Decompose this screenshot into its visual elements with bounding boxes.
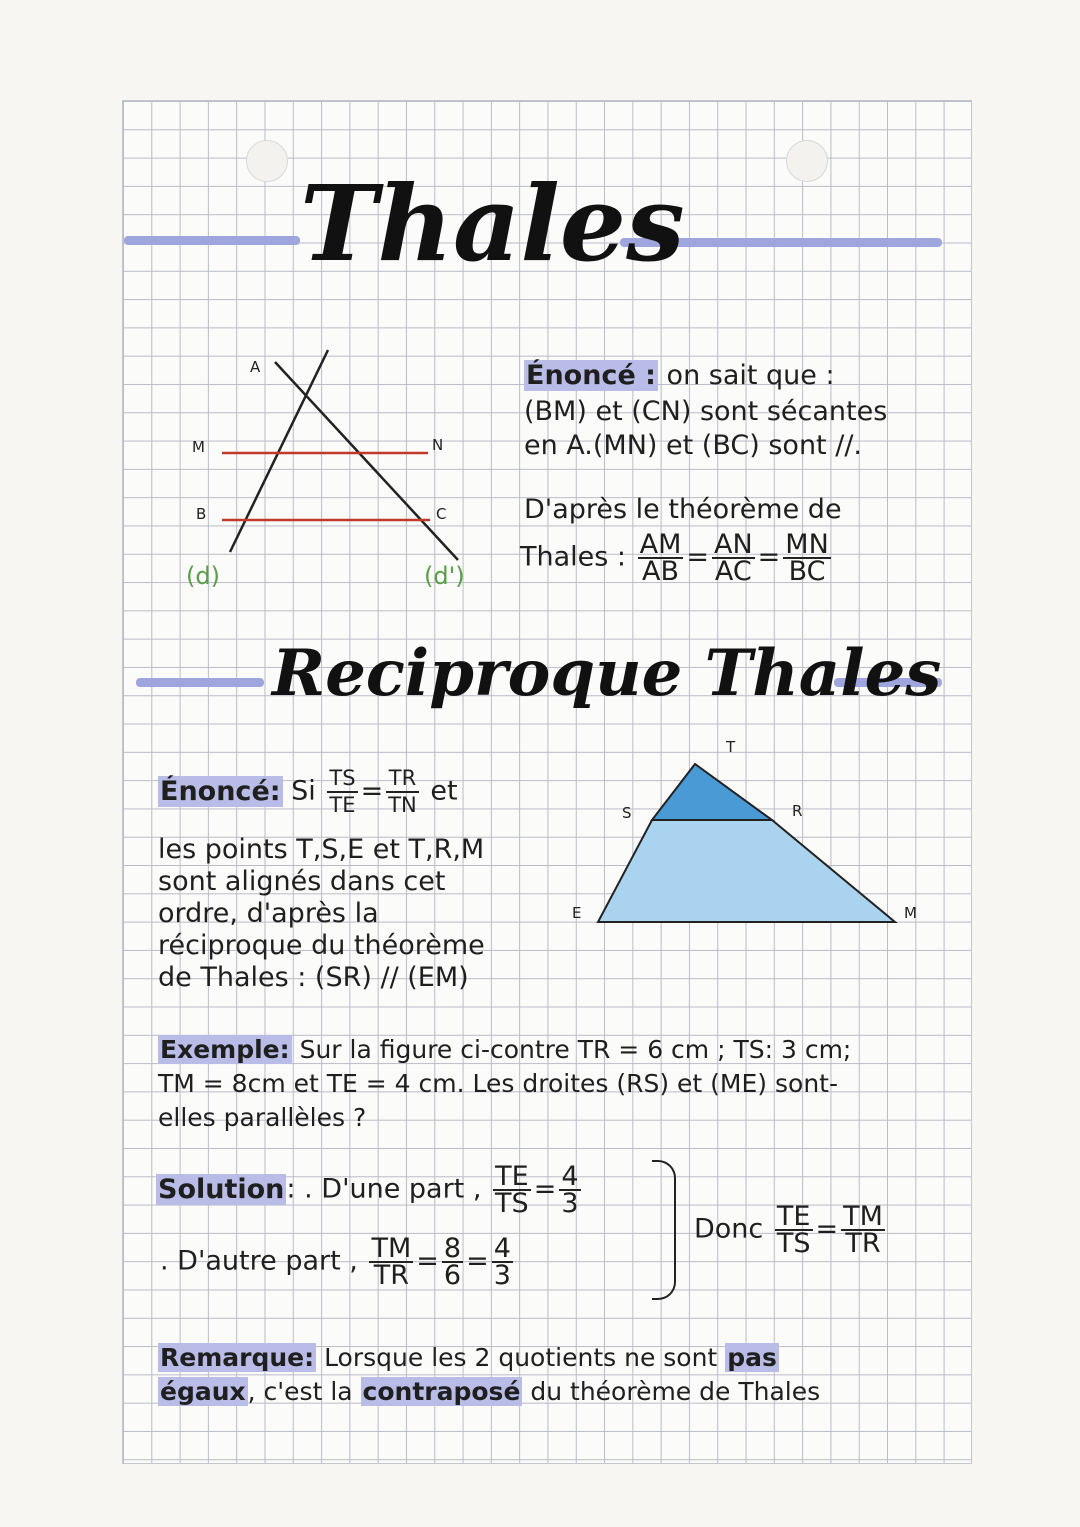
thales-enonce-label: Énoncé : <box>526 360 656 391</box>
remarque-pas: pas <box>727 1343 777 1372</box>
exemple-text1: Sur la figure ci-contre TR = 6 cm ; TS: 3 cm; <box>299 1035 852 1064</box>
thales-apres-line1: D'après le théorème de <box>524 494 842 525</box>
ratio-te-ts: $\frac{TE}{TS}$ <box>495 1161 529 1219</box>
solution-label: Solution <box>158 1173 285 1205</box>
binder-hole-left <box>246 140 288 182</box>
reciproque-line4: réciproque du théorème <box>158 930 485 961</box>
donc-line: Donc $\frac{TE}{TS}$ = $\frac{TM}{TR}$ <box>694 1201 883 1259</box>
remarque-text3: du théorème de Thales <box>530 1377 821 1406</box>
value-4-3-b: $\frac{4}{3}$ <box>493 1233 511 1291</box>
reciproque-line5: de Thales : (SR) // (EM) <box>158 962 469 993</box>
remarque-line2 <box>158 1376 820 1407</box>
point-label-m2: M <box>904 904 917 922</box>
value-8-6: $\frac{8}{6}$ <box>443 1233 462 1291</box>
remarque-text1: Lorsque les 2 quotients ne sont <box>324 1343 718 1372</box>
thales-enonce-line1 <box>524 360 835 391</box>
line-d-prime <box>275 362 458 560</box>
ratio-mn-bc: $\frac{MN}{BC}$ <box>785 529 829 587</box>
ratio-tm-tr-b: $\frac{TM}{TR}$ <box>843 1201 883 1259</box>
point-label-a: A <box>250 358 261 376</box>
point-label-c: C <box>436 505 447 523</box>
dautre-part: . D'autre part , <box>160 1245 358 1277</box>
exemple-line3: elles parallèles ? <box>158 1103 367 1132</box>
ratio-tm-tr: $\frac{TM}{TR}$ <box>371 1233 412 1291</box>
exemple-line1 <box>158 1034 851 1065</box>
remarque-label: Remarque: <box>160 1343 315 1372</box>
page-title: Thales <box>300 162 685 285</box>
point-label-m: M <box>192 438 205 456</box>
line-label-d-prime: (d') <box>424 562 465 590</box>
point-label-e: E <box>572 904 582 922</box>
point-label-n: N <box>432 436 444 454</box>
ratio-tr-tn: $\frac{TR}{TN}$ <box>388 766 417 817</box>
title-stripe-left <box>124 236 300 245</box>
value-4-3: $\frac{4}{3}$ <box>561 1161 579 1219</box>
dune-part: . D'une part , <box>304 1173 482 1205</box>
thales-figure <box>170 340 500 600</box>
thales-enonce-line2: (BM) et (CN) sont sécantes <box>524 396 888 427</box>
reciproque-line1: les points T,S,E et T,R,M <box>158 834 485 865</box>
small-triangle-tsr <box>652 764 772 820</box>
equals-sign: = <box>686 541 709 573</box>
equals-sign: = <box>757 541 781 573</box>
point-label-t: T <box>726 738 736 756</box>
thales-apres-line2 <box>520 529 834 587</box>
et-word: et <box>430 775 458 807</box>
thales-enonce-line3: en A.(MN) et (BC) sont //. <box>524 430 863 461</box>
remarque-line1 <box>158 1342 779 1373</box>
solution-colon: : <box>286 1173 296 1205</box>
reciproque-stripe-left <box>136 678 264 687</box>
remarque-egaux: égaux <box>160 1377 246 1406</box>
reciproque-triangle-figure <box>590 760 920 930</box>
reciproque-title: Reciproque Thales <box>272 636 942 711</box>
reciproque-line3: ordre, d'après la <box>158 898 379 929</box>
solution-line1: Solution: . D'une part , $\frac{TE}{TS}$ = $\frac{4}{3}$ <box>158 1161 579 1219</box>
ratio-ts-te: $\frac{TS}{TE}$ <box>329 766 356 817</box>
point-label-s: S <box>622 804 632 822</box>
remarque-text2: , c'est la <box>247 1377 353 1406</box>
point-label-b: B <box>196 505 207 523</box>
line-label-d: (d) <box>186 562 220 590</box>
remarque-contrapose: contraposé <box>362 1377 521 1406</box>
donc-word: Donc <box>694 1213 764 1245</box>
reciproque-enonce-label: Énoncé: <box>160 775 281 807</box>
exemple-line2: TM = 8cm et TE = 4 cm. Les droites (RS) et (ME) sont- <box>158 1069 838 1098</box>
thales-enonce-text1: on sait que : <box>666 360 835 391</box>
point-label-r: R <box>792 802 803 820</box>
exemple-label: Exemple: <box>160 1035 290 1064</box>
ratio-te-ts-b: $\frac{TE}{TS}$ <box>776 1201 811 1259</box>
line-d <box>230 350 328 552</box>
trapezoid-ser-m <box>598 820 895 922</box>
reciproque-line2: sont alignés dans cet <box>158 866 446 897</box>
brace-symbol <box>652 1160 676 1300</box>
reciproque-enonce-line: Énoncé: Si $\frac{TS}{TE}$ = $\frac{TR}{TN}$ et <box>160 766 458 817</box>
ratio-an-ac: $\frac{AN}{AC}$ <box>714 529 753 587</box>
ratio-am-ab: $\frac{AM}{AB}$ <box>639 529 682 587</box>
si-word: Si <box>291 775 316 807</box>
thales-label: Thales : <box>520 541 627 573</box>
binder-hole-right <box>786 140 828 182</box>
solution-line2: . D'autre part , $\frac{TM}{TR}$ = $\frac{8}{6}$ = $\frac{4}{3}$ <box>160 1233 511 1291</box>
